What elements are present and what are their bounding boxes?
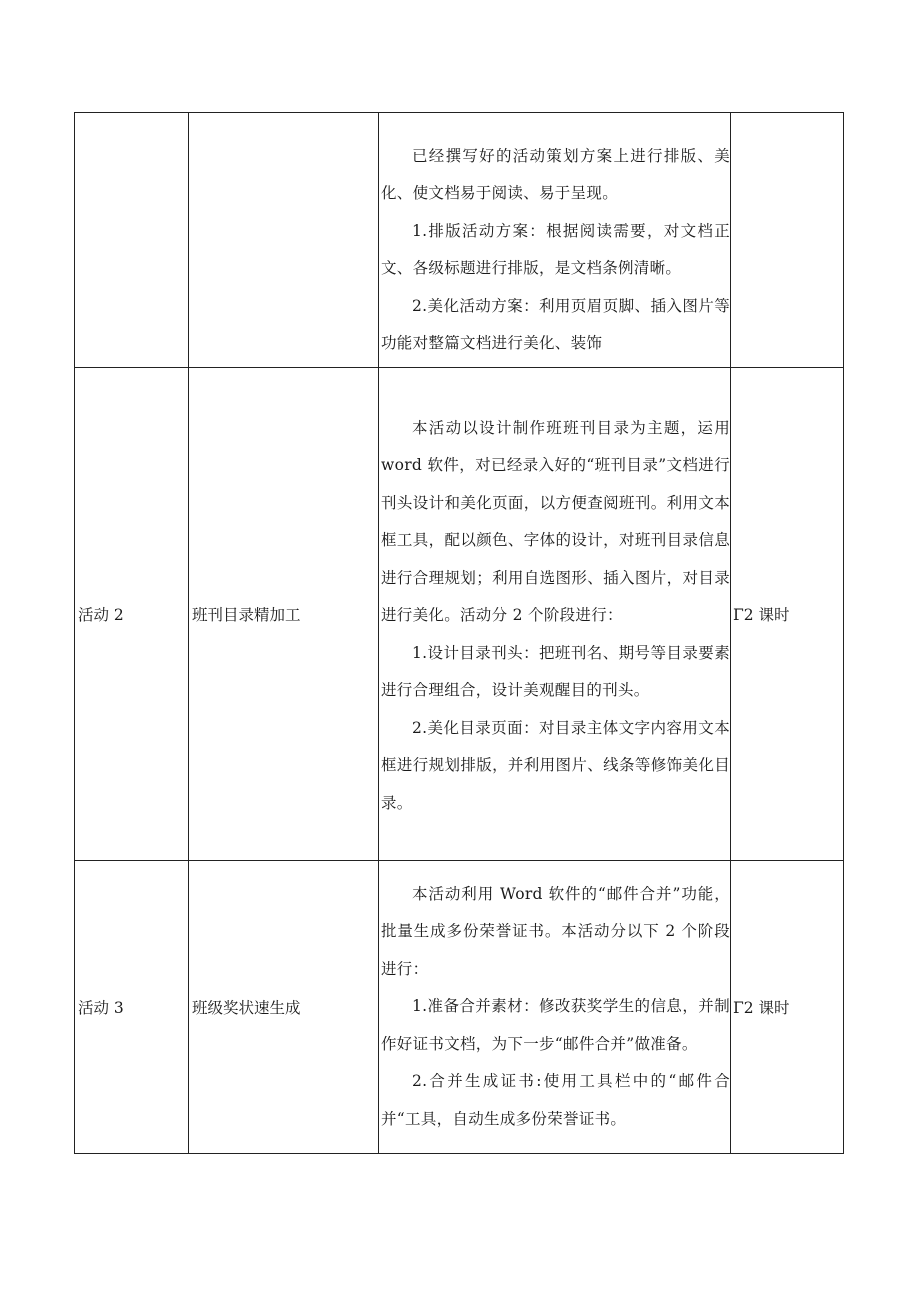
activity-cell: 活动 2	[75, 368, 189, 861]
description-cell	[379, 861, 731, 1154]
activity-name-cell	[189, 113, 379, 368]
activity-name-cell: 班级奖状速生成	[189, 861, 379, 1154]
table-row	[75, 368, 844, 861]
activity-table	[74, 112, 844, 1154]
description-paragraph: 2.美化目录页面：对目录主体文字内容用文本框进行规划排版，并利用图片、线条等修饰美化目录。	[381, 718, 730, 812]
activity-cell	[75, 113, 189, 368]
description-paragraph: 已经撰写好的活动策划方案上进行排版、美化、使文档易于阅读、易于呈现。	[381, 146, 730, 202]
activity-cell: 活动 3	[75, 861, 189, 1154]
table-row	[75, 113, 844, 368]
description-paragraph: 本活动利用 Word 软件的“邮件合并”功能，批量生成多份荣誉证书。本活动分以下 2 个阶段进行：	[381, 884, 730, 978]
hours-cell	[731, 113, 844, 368]
description-paragraph: 1.设计目录刊头：把班刊名、期号等目录要素进行合理组合，设计美观醒目的刊头。	[381, 643, 730, 700]
description-paragraph: 2.美化活动方案：利用页眉页脚、插入图片等功能对整篇文档进行美化、装饰	[381, 296, 730, 352]
description-cell	[379, 113, 731, 368]
description-paragraph: 2.合并生成证书:使用工具栏中的“邮件合并“工具，自动生成多份荣誉证书。	[381, 1072, 730, 1128]
description-cell	[379, 368, 731, 861]
description-paragraph: 1.排版活动方案：根据阅读需要，对文档正文、各级标题进行排版，是文档条例清晰。	[381, 221, 730, 277]
hours-cell: Γ2 课时	[731, 368, 844, 861]
description-paragraph: 1.准备合并素材：修改获奖学生的信息，并制作好证书文档，为下一步“邮件合并”做准备。	[381, 997, 730, 1053]
hours-cell: Γ2 课时	[731, 861, 844, 1154]
table-row	[75, 861, 844, 1154]
activity-name-cell: 班刊目录精加工	[189, 368, 379, 861]
description-paragraph: 本活动以设计制作班班刊目录为主题，运用 word 软件，对已经录入好的“班刊目录”文档进行刊头设计和美化页面，以方便查阅班刊。利用文本框工具，配以颜色、字体的设计，对班刊目录信息进行合理规划；利用自选图形、插入图片，对目录进行美化。活动分 2 个阶段进行：	[381, 418, 730, 625]
